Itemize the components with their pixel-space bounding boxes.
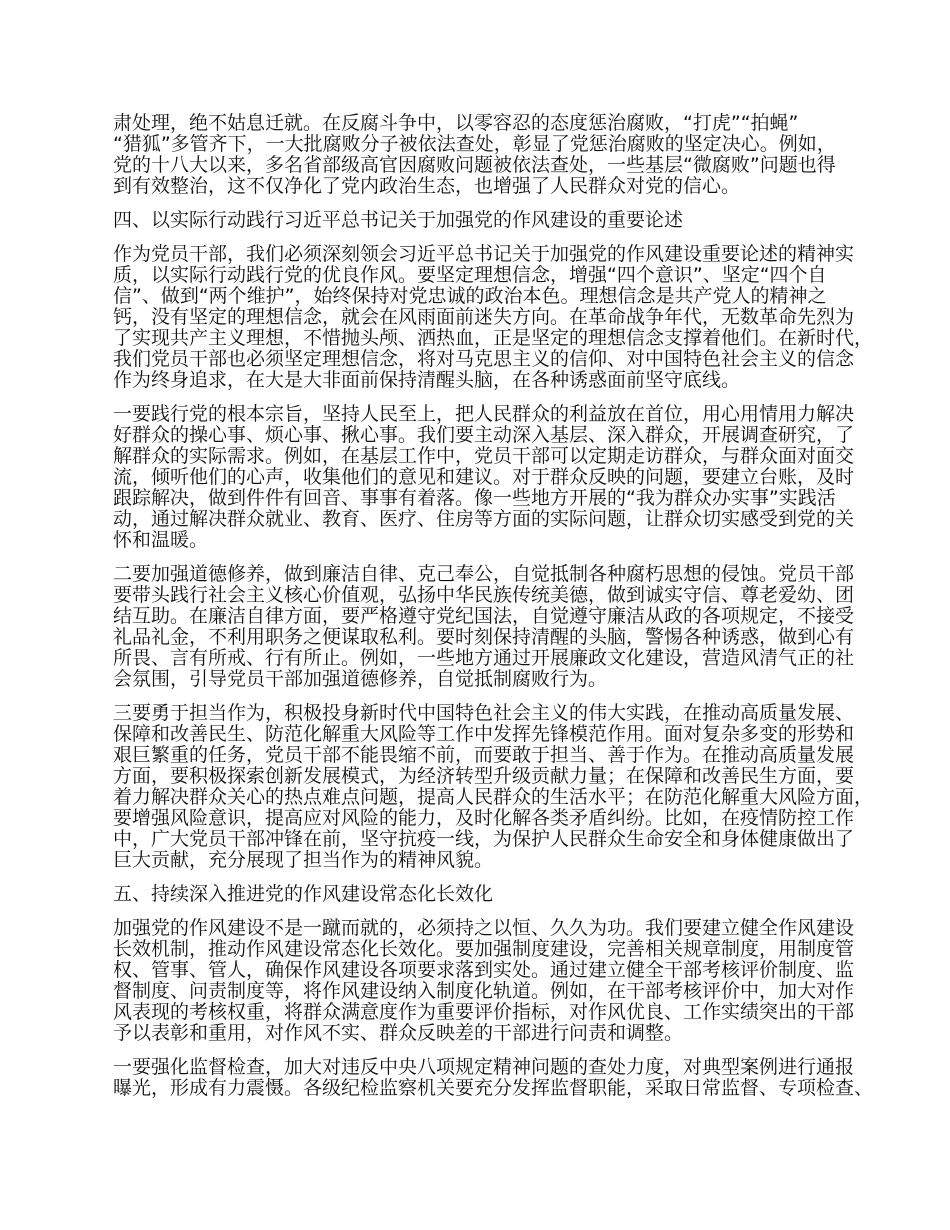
- text-line: 怀和温暖。: [113, 529, 209, 551]
- text-line: 我们党员干部也必须坚定理想信念，将对马克思主义的信仰、对中国特色社会主义的信念: [113, 348, 855, 370]
- paragraph: [113, 564, 853, 690]
- section-heading: [113, 210, 853, 231]
- text-line: 予以表彰和重用，对作风不实、群众反映差的干部进行问责和调整。: [113, 1022, 684, 1044]
- text-line: 权、管事、管人，确保作风建设各项要求落到实处。通过建立健全干部考核评价制度、监: [113, 959, 855, 981]
- text-line: 到有效整治，这不仅净化了党内政治生态，也增强了人民群众对党的信心。: [113, 175, 741, 197]
- text-line: 五、持续深入推进党的作风建设常态化长效化: [113, 883, 494, 905]
- text-line: 钙，没有坚定的理想信念，就会在风雨面前迷失方向。在革命战争年代，无数革命先烈为: [113, 306, 855, 328]
- text-line: 着力解决群众关心的热点难点问题，提高人民群众的生活水平；在防范化解重大风险方面，: [113, 786, 874, 808]
- document-body: [113, 112, 874, 1112]
- text-line: 好群众的操心事、烦心事、揪心事。我们要主动深入基层、深入群众，开展调查研究，了: [113, 424, 855, 446]
- text-line: 艰巨繁重的任务，党员干部不能畏缩不前，而要敢于担当、善于作为。在推动高质量发展: [113, 744, 855, 766]
- text-line: 三要勇于担当作为，积极投身新时代中国特色社会主义的伟大实践，在推动高质量发展、: [113, 702, 855, 724]
- text-line: 肃处理，绝不姑息迁就。在反腐斗争中，以零容忍的态度惩治腐败，“打虎”“拍蝇”: [113, 112, 799, 134]
- text-line: 动，通过解决群众就业、教育、医疗、住房等方面的实际问题，让群众切实感受到党的关: [113, 508, 855, 530]
- text-line: 方面，要积极探索创新发展模式，为经济转型升级贡献力量；在保障和改善民生方面，要: [113, 765, 855, 787]
- paragraph: [113, 918, 853, 1044]
- text-line: 作为党员干部，我们必须深刻领会习近平总书记关于加强党的作风建设重要论述的精神实: [113, 243, 855, 265]
- text-line: 巨大贡献，充分展现了担当作为的精神风貌。: [113, 849, 494, 871]
- text-line: 中，广大党员干部冲锋在前，坚守抗疫一线，为保护人民群众生命安全和身体健康做出了: [113, 828, 855, 850]
- text-line: 保障和改善民生、防范化解重大风险等工作中发挥先锋模范作用。面对复杂多变的形势和: [113, 723, 855, 745]
- text-line: 党的十八大以来，多名省部级高官因腐败问题被依法查处，一些基层“微腐败”问题也得: [113, 154, 836, 176]
- text-line: 信”、做到“两个维护”，始终保持对党忠诚的政治本色。理想信念是共产党人的精神之: [113, 285, 827, 307]
- text-line: 作为终身追求，在大是大非面前保持清醒头脑，在各种诱惑面前坚守底线。: [113, 369, 741, 391]
- text-line: 所畏、言有所戒、行有所止。例如，一些地方通过开展廉政文化建设，营造风清气正的社: [113, 647, 855, 669]
- text-line: 一要强化监督检查，加大对违反中央八项规定精神问题的查处力度，对典型案例进行通报: [113, 1056, 855, 1078]
- text-line: 要增强风险意识，提高应对风险的能力，及时化解各类矛盾纠纷。比如，在疫情防控工作: [113, 807, 855, 829]
- paragraph: [113, 243, 874, 391]
- text-line: 要带头践行社会主义核心价值观，弘扬中华民族传统美德，做到诚实守信、尊老爱幼、团: [113, 584, 855, 606]
- paragraph: [113, 404, 853, 551]
- text-line: 加强党的作风建设不是一蹴而就的，必须持之以恒、久久为功。我们要建立健全作风建设: [113, 917, 855, 939]
- text-line: 解群众的实际需求。例如，在基层工作中，党员干部可以定期走访群众，与群众面对面交: [113, 445, 855, 467]
- text-line: 礼品礼金，不利用职务之便谋取私利。要时刻保持清醒的头脑，警惕各种诱惑，做到心有: [113, 626, 855, 648]
- text-line: 风表现的考核权重，将群众满意度作为重要评价指标，对作风优良、工作实绩突出的干部: [113, 1001, 855, 1023]
- paragraph: [113, 1056, 874, 1099]
- text-line: 会氛围，引导党员干部加强道德修养，自觉抵制腐败行为。: [113, 668, 608, 690]
- text-line: 督制度、问责制度等，将作风建设纳入制度化轨道。例如，在干部考核评价中，加大对作: [113, 980, 855, 1002]
- text-line: “猎狐”多管齐下，一大批腐败分子被依法查处，彰显了党惩治腐败的坚定决心。例如，: [113, 133, 836, 155]
- section-heading: [113, 884, 853, 905]
- text-line: 跟踪解决，做到件件有回音、事事有着落。像一些地方开展的“我为群众办实事”实践活: [113, 487, 836, 509]
- text-line: 结互助。在廉洁自律方面，要严格遵守党纪国法，自觉遵守廉洁从政的各项规定，不接受: [113, 605, 855, 627]
- text-line: 了实现共产主义理想，不惜抛头颅、洒热血，正是坚定的理想信念支撑着他们。在新时代，: [113, 327, 874, 349]
- text-line: 四、以实际行动践行习近平总书记关于加强党的作风建设的重要论述: [113, 209, 684, 231]
- paragraph: [113, 702, 874, 871]
- text-line: 长效机制，推动作风建设常态化长效化。要加强制度建设，完善相关规章制度，用制度管: [113, 938, 855, 960]
- paragraph: [113, 113, 853, 197]
- text-line: 流，倾听他们的心声，收集他们的意见和建议。对于群众反映的问题，要建立台账，及时: [113, 466, 855, 488]
- text-line: 曝光，形成有力震慑。各级纪检监察机关要充分发挥监督职能，采取日常监督、专项检查、: [113, 1077, 874, 1099]
- text-line: 二要加强道德修养，做到廉洁自律、克己奉公，自觉抵制各种腐朽思想的侵蚀。党员干部: [113, 563, 855, 585]
- text-line: 质，以实际行动践行党的优良作风。要坚定理想信念，增强“四个意识”、坚定“四个自: [113, 264, 827, 286]
- text-line: 一要践行党的根本宗旨，坚持人民至上，把人民群众的利益放在首位，用心用情用力解决: [113, 403, 855, 425]
